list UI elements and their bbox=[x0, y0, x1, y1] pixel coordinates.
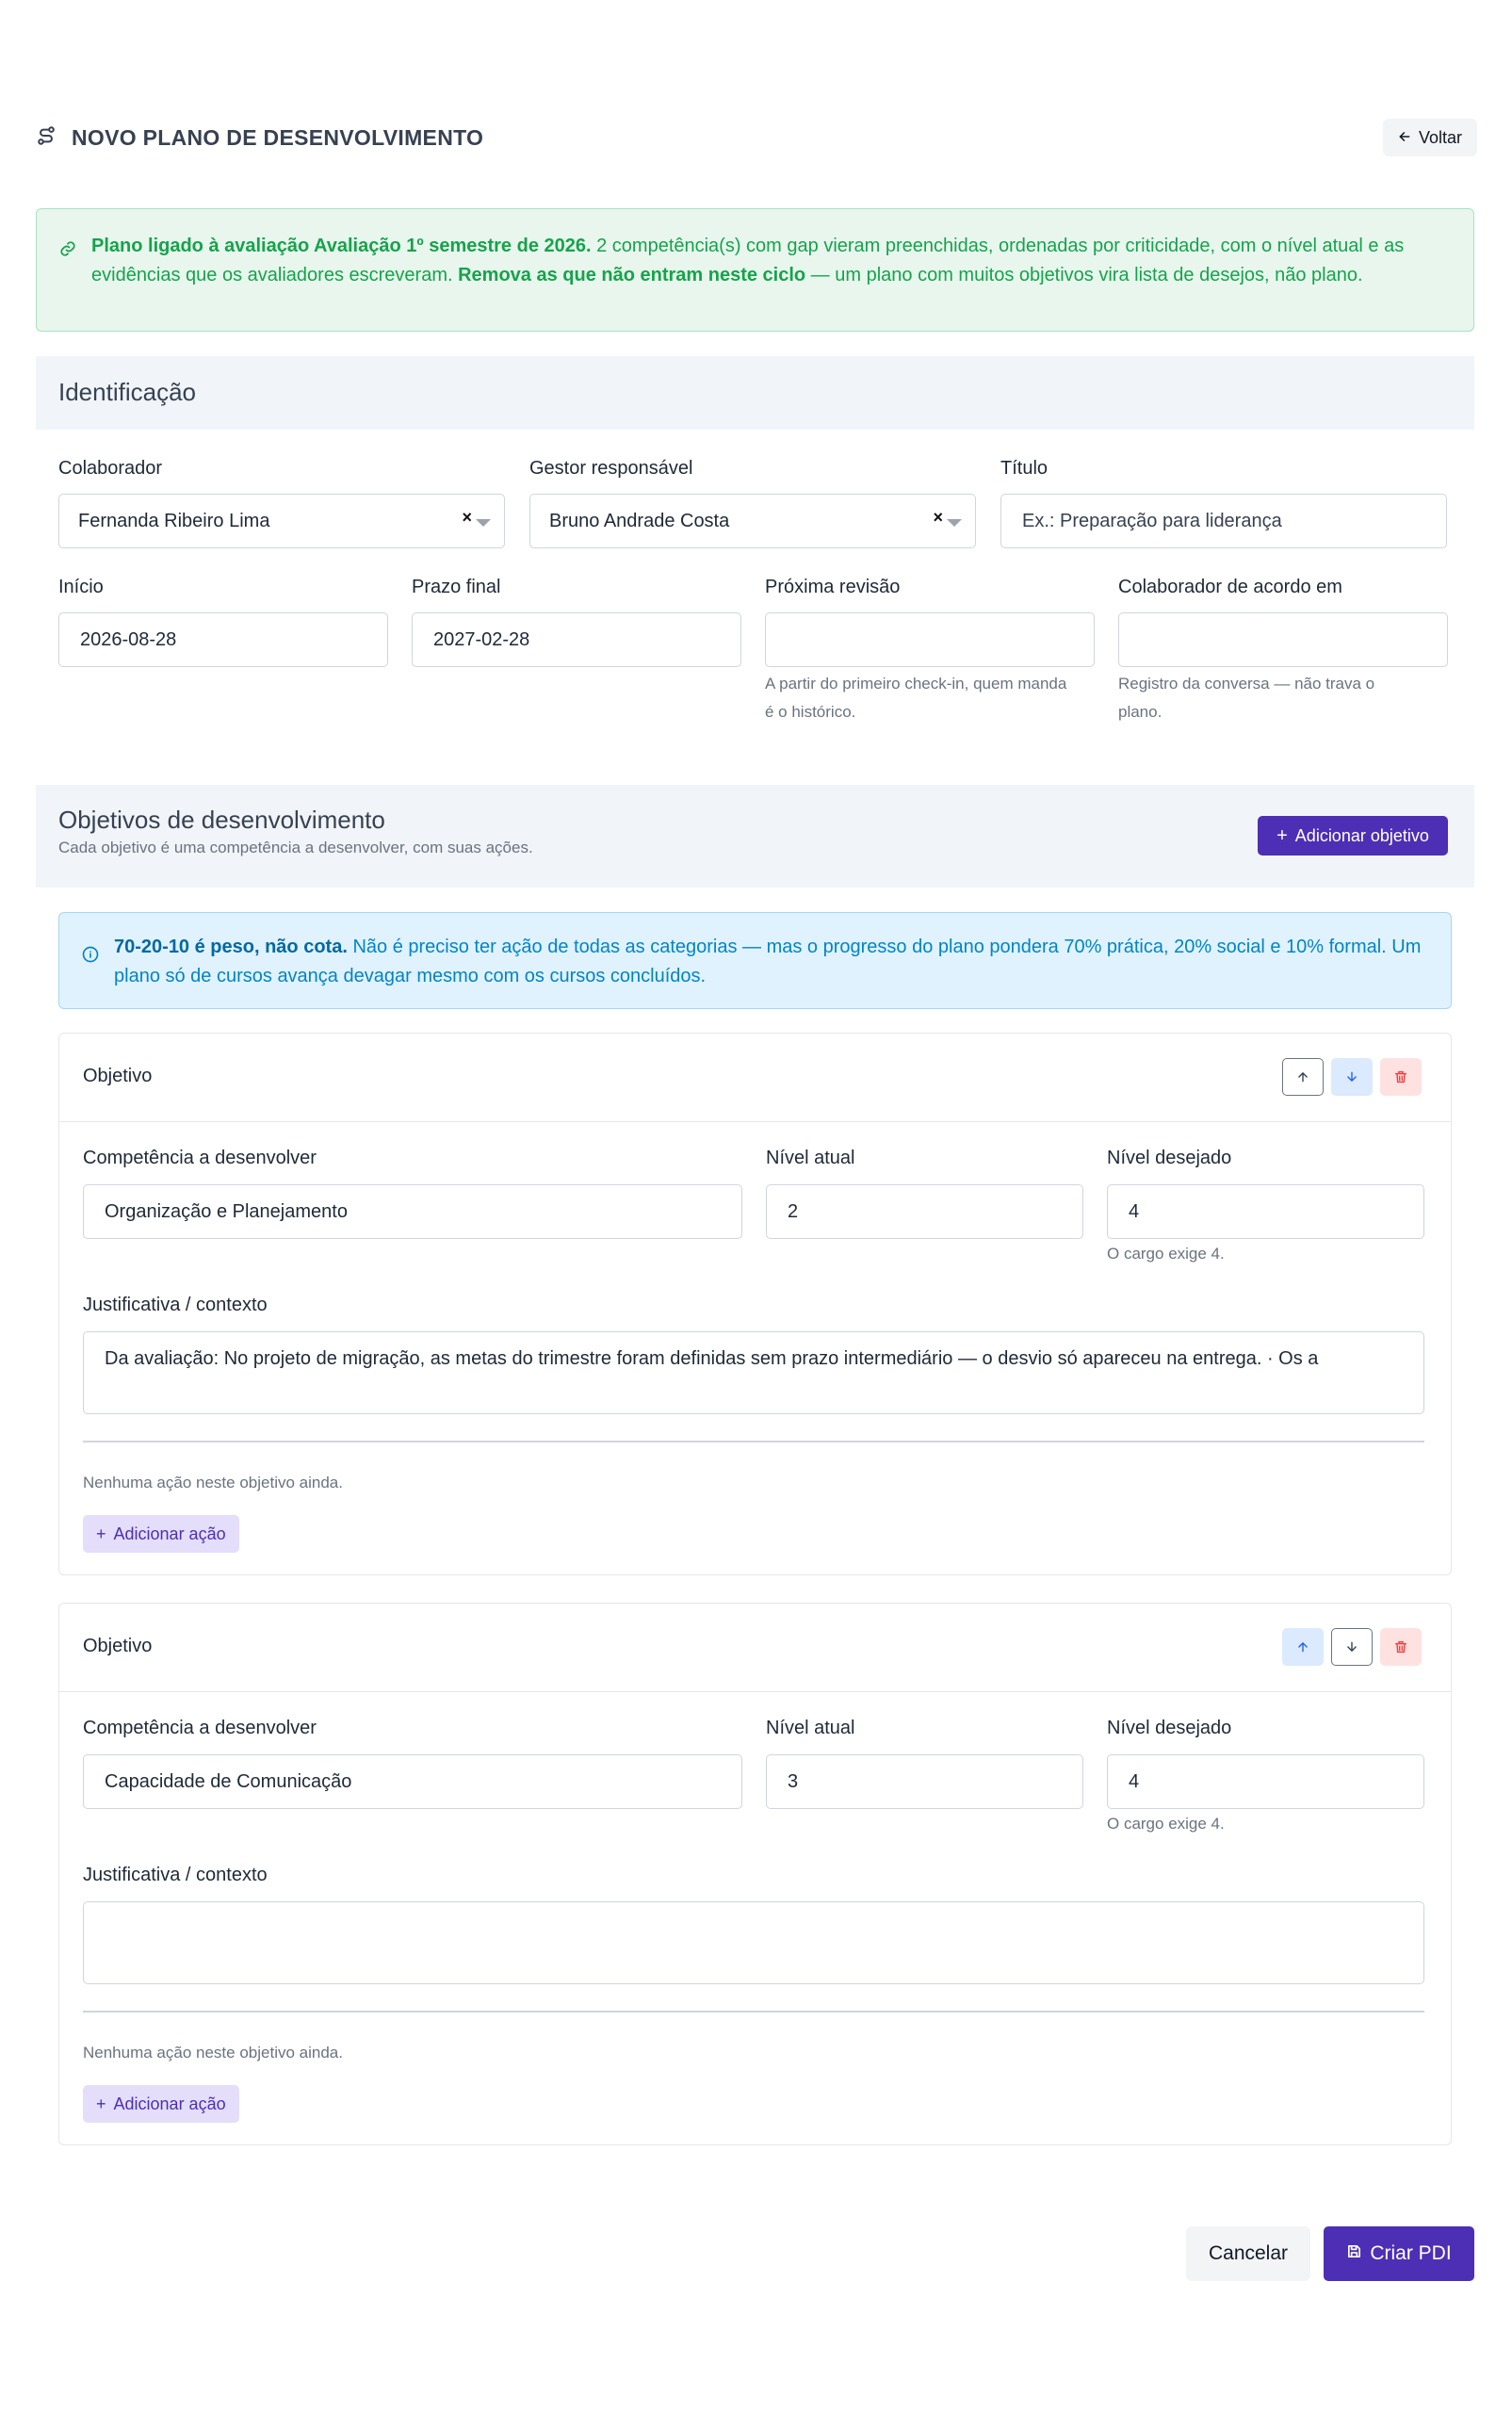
objectives-subheading: Cada objetivo é uma competência a desenvolver, com suas ações. bbox=[58, 839, 533, 856]
competencia-label: Competência a desenvolver bbox=[83, 1148, 317, 1168]
colaborador-select[interactable] bbox=[58, 494, 505, 548]
arrow-up-icon bbox=[1296, 1070, 1309, 1084]
proxima-revisao-label: Próxima revisão bbox=[765, 577, 901, 597]
titulo-label: Título bbox=[1000, 458, 1049, 479]
link-icon bbox=[59, 237, 76, 267]
evaluation-link-alert bbox=[36, 208, 1474, 332]
objective-card-header bbox=[59, 1604, 1451, 1692]
nivel-desejado-input[interactable] bbox=[1107, 1754, 1424, 1809]
page-title: NOVO PLANO DE DESENVOLVIMENTO bbox=[72, 124, 484, 150]
move-up-button[interactable] bbox=[1282, 1058, 1324, 1096]
plus-icon: + bbox=[96, 1524, 106, 1543]
alert-text-1: 2 competência(s) com gap vieram preenchidas, ordenadas por criticidade, com o nível atual e as evidências que os avaliadores escreveram. bbox=[91, 236, 1405, 285]
arrow-up-icon bbox=[1296, 1640, 1309, 1654]
gestor-value: Bruno Andrade Costa bbox=[549, 510, 730, 531]
competencia-label: Competência a desenvolver bbox=[83, 1718, 317, 1738]
identification-heading: Identificação bbox=[58, 378, 196, 406]
justificativa-label: Justificativa / contexto bbox=[83, 1865, 268, 1885]
competencia-input[interactable] bbox=[83, 1754, 742, 1809]
actions-divider bbox=[83, 1441, 1424, 1442]
acordo-date-input[interactable] bbox=[1118, 612, 1448, 667]
route-icon bbox=[36, 125, 57, 151]
no-actions-note: Nenhuma ação neste objetivo ainda. bbox=[83, 1474, 343, 1491]
info-text: Não é preciso ter ação de todas as categorias — mas o progresso do plano pondera 70% prática, 20% social e 10% formal. Um plano só de cursos avança devagar mesmo com os cursos concluídos. bbox=[114, 937, 1422, 986]
alert-bold-2: Remova as que não entram neste ciclo bbox=[458, 265, 806, 285]
competencia-input[interactable] bbox=[83, 1184, 742, 1239]
delete-objective-button[interactable] bbox=[1380, 1058, 1422, 1096]
plus-icon: + bbox=[96, 2094, 106, 2113]
nivel-desejado-input[interactable] bbox=[1107, 1184, 1424, 1239]
proxima-revisao-input[interactable] bbox=[765, 612, 1095, 667]
chevron-down-icon[interactable] bbox=[947, 519, 962, 527]
back-button[interactable] bbox=[1383, 119, 1477, 156]
alert-text-2: — um plano com muitos objetivos vira lista de desejos, não plano. bbox=[805, 265, 1363, 285]
nivel-desejado-label: Nível desejado bbox=[1107, 1148, 1232, 1168]
no-actions-note: Nenhuma ação neste objetivo ainda. bbox=[83, 2044, 343, 2062]
acordo-hint: Registro da conversa — não trava o plano. bbox=[1118, 675, 1375, 721]
nivel-desejado-label: Nível desejado bbox=[1107, 1718, 1232, 1738]
justificativa-textarea[interactable] bbox=[83, 1331, 1424, 1414]
page-header bbox=[36, 117, 1477, 158]
delete-objective-button[interactable] bbox=[1380, 1628, 1422, 1666]
gestor-label: Gestor responsável bbox=[529, 458, 693, 479]
title-wrap bbox=[36, 125, 483, 151]
justificativa-textarea[interactable] bbox=[83, 1901, 1424, 1984]
add-action-label: Adicionar ação bbox=[113, 2094, 226, 2113]
add-action-button[interactable] bbox=[83, 2085, 239, 2123]
add-action-label: Adicionar ação bbox=[113, 1524, 226, 1543]
create-pdi-button[interactable] bbox=[1324, 2226, 1474, 2281]
identification-section-header bbox=[36, 356, 1474, 430]
objective-card bbox=[58, 1033, 1452, 1575]
back-button-label: Voltar bbox=[1418, 127, 1462, 147]
plus-icon: + bbox=[1276, 825, 1288, 846]
clear-icon[interactable]: × bbox=[462, 508, 472, 527]
nivel-atual-label: Nível atual bbox=[766, 1718, 855, 1738]
titulo-input[interactable] bbox=[1000, 494, 1447, 548]
chevron-down-icon[interactable] bbox=[476, 519, 491, 527]
create-pdi-label: Criar PDI bbox=[1370, 2242, 1452, 2264]
clear-icon[interactable]: × bbox=[933, 508, 943, 527]
inicio-date-input[interactable] bbox=[58, 612, 388, 667]
actions-divider bbox=[83, 2011, 1424, 2013]
inicio-label: Início bbox=[58, 577, 104, 597]
move-up-button[interactable] bbox=[1282, 1628, 1324, 1666]
objective-title: Objetivo bbox=[83, 1066, 153, 1086]
acordo-label: Colaborador de acordo em bbox=[1118, 577, 1342, 597]
justificativa-label: Justificativa / contexto bbox=[83, 1295, 268, 1315]
prazo-label: Prazo final bbox=[412, 577, 501, 597]
alert-bold-1: Plano ligado à avaliação Avaliação 1º semestre de 2026. bbox=[91, 236, 592, 256]
add-objective-button[interactable] bbox=[1258, 816, 1448, 856]
add-action-button[interactable] bbox=[83, 1515, 239, 1553]
colaborador-label: Colaborador bbox=[58, 458, 163, 479]
trash-icon bbox=[1393, 1639, 1408, 1654]
arrow-left-icon bbox=[1398, 128, 1411, 148]
move-down-button[interactable] bbox=[1331, 1058, 1373, 1096]
nivel-atual-input[interactable] bbox=[766, 1184, 1083, 1239]
cancel-button[interactable]: Cancelar bbox=[1186, 2226, 1310, 2281]
info-bold: 70-20-10 é peso, não cota. bbox=[114, 937, 348, 957]
gestor-select[interactable] bbox=[529, 494, 976, 548]
weighting-info-alert bbox=[58, 912, 1452, 1009]
nivel-hint: O cargo exige 4. bbox=[1107, 1245, 1225, 1263]
objectives-heading: Objetivos de desenvolvimento bbox=[58, 806, 385, 834]
trash-icon bbox=[1393, 1069, 1408, 1084]
nivel-atual-label: Nível atual bbox=[766, 1148, 855, 1168]
arrow-down-icon bbox=[1345, 1640, 1358, 1654]
info-icon bbox=[82, 943, 99, 972]
objective-card-header bbox=[59, 1034, 1451, 1122]
prazo-date-input[interactable] bbox=[412, 612, 741, 667]
nivel-hint: O cargo exige 4. bbox=[1107, 1815, 1225, 1833]
move-down-button[interactable] bbox=[1331, 1628, 1373, 1666]
save-icon bbox=[1346, 2242, 1362, 2265]
proxima-revisao-hint: A partir do primeiro check-in, quem manda é o histórico. bbox=[765, 675, 1067, 721]
objective-card bbox=[58, 1603, 1452, 2145]
nivel-atual-input[interactable] bbox=[766, 1754, 1083, 1809]
arrow-down-icon bbox=[1345, 1070, 1358, 1084]
add-objective-label: Adicionar objetivo bbox=[1294, 825, 1429, 845]
objective-title: Objetivo bbox=[83, 1636, 153, 1656]
colaborador-value: Fernanda Ribeiro Lima bbox=[78, 510, 270, 531]
